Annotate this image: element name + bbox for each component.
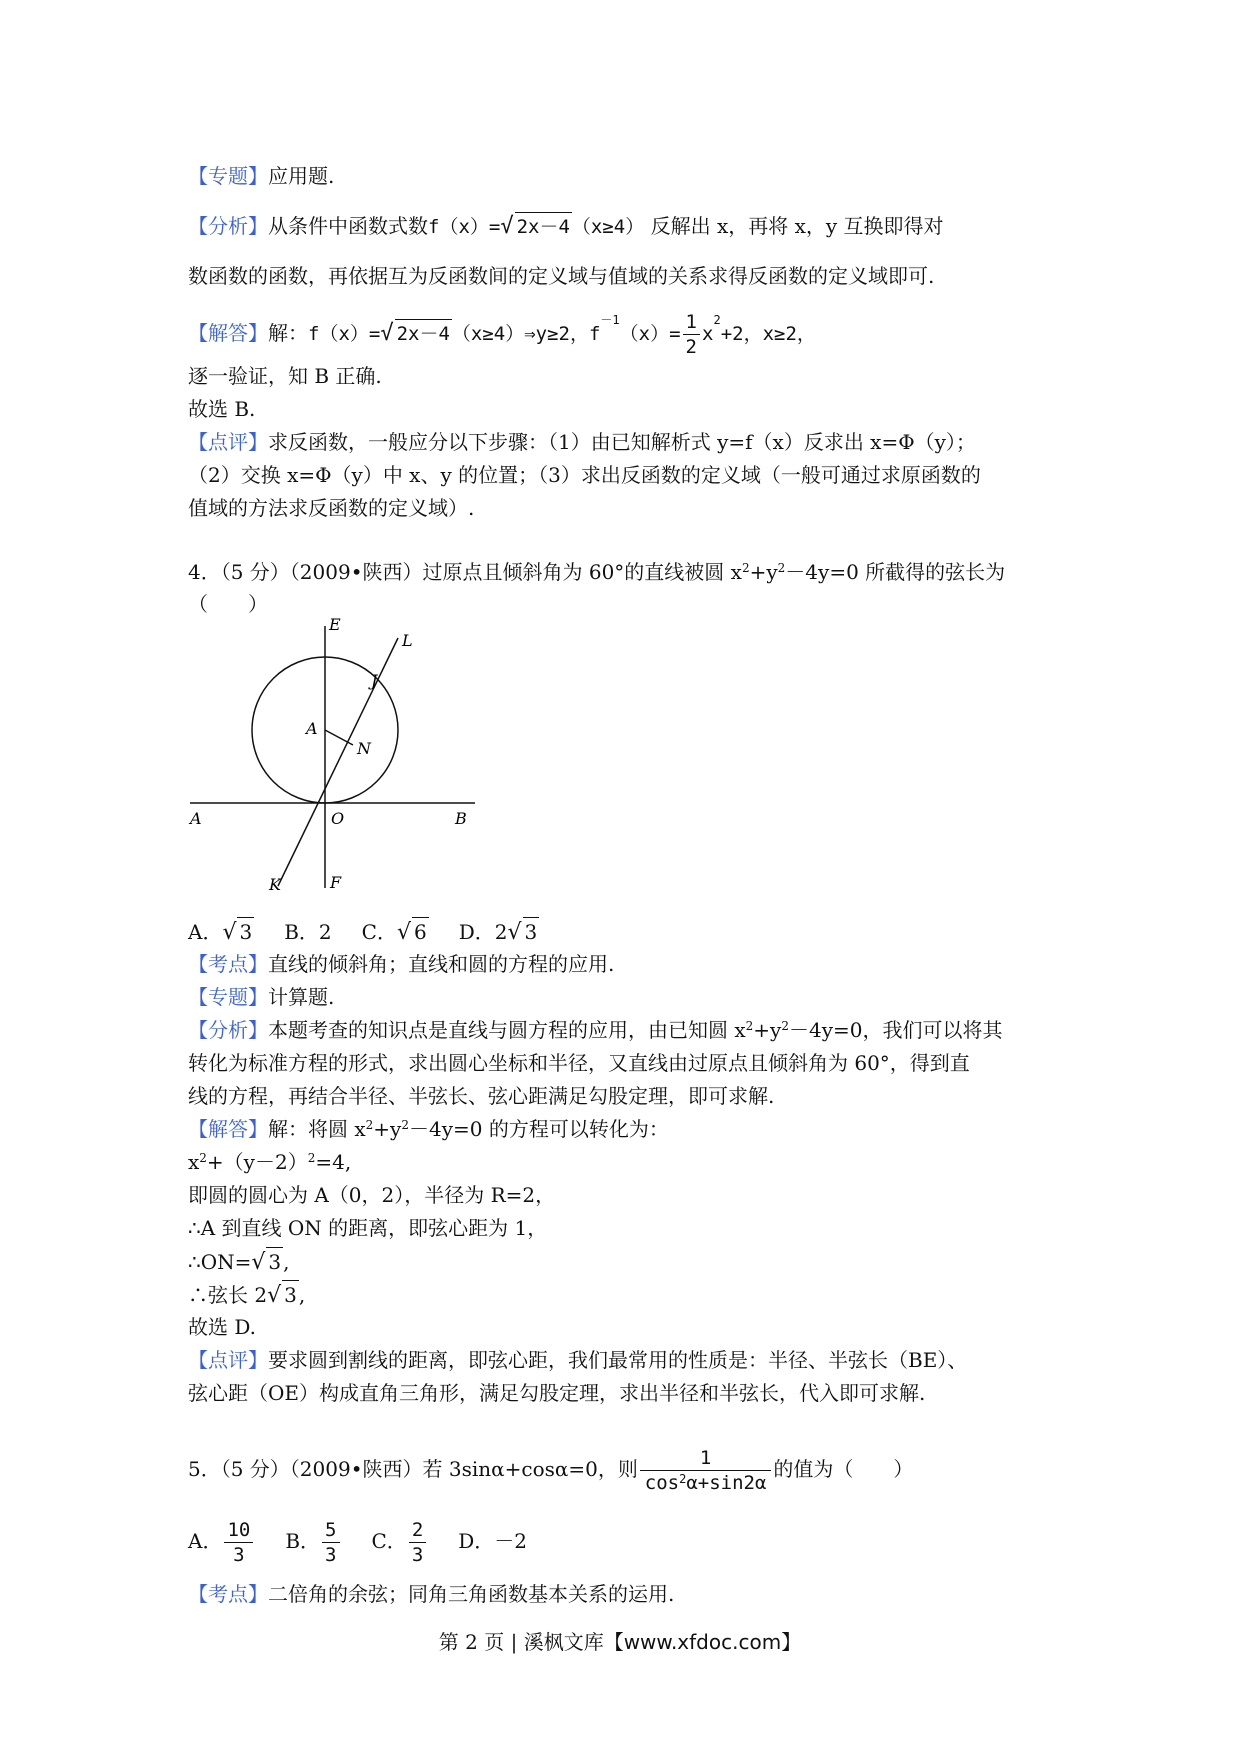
jieda-formula: f（x）=√ 2x－4 （x≥4）⇒y≥2，$f^{-1}(x)=$ $\frac{1}{2}$ $x^2+2$，x≥2，: [308, 311, 816, 358]
dianping-tag: 【点评】: [188, 430, 268, 454]
q4-options: [188, 917, 569, 947]
option-b: B． $\frac{5}{3}$: [285, 1529, 341, 1553]
fenxi-tag: 【分析】: [188, 214, 268, 238]
label-j: J: [371, 671, 378, 690]
fenxi-tag: 【分析】: [188, 1018, 268, 1042]
zhuanti-tag: 【专题】: [188, 164, 268, 188]
q4-jieda: 【解答】解：将圆 $x^2+y^2-4y=0$ 的方程可以转化为：: [188, 1117, 669, 1141]
q5-fraction: $\frac{1}{\cos^2\alpha+\sin 2\alpha}$: [640, 1446, 771, 1495]
option-a: A．√ 3: [188, 920, 254, 944]
jieda-tag: 【解答】: [188, 1117, 268, 1141]
label-k: K: [269, 875, 281, 894]
sqrt-symbol: √: [500, 214, 514, 239]
label-a-left: A: [190, 809, 202, 828]
circle-figure: [185, 618, 485, 898]
label-o: O: [331, 809, 345, 828]
q4-distance: ∴A 到直线 ON 的距离，即弦心距为 1，: [188, 1216, 548, 1240]
q4-zhuanti: 【专题】计算题.: [188, 985, 335, 1009]
q3-dianping-2: （2）交换 x=Φ（y）中 x、y 的位置；（3）求出反函数的定义域（一般可通过求原函数的: [188, 463, 981, 487]
fenxi-formula: f（x）=√ 2x－4 （x≥4）: [428, 214, 645, 239]
q4-equation: $x^2+(y-2)^2=4$,: [188, 1150, 352, 1174]
label-a-center: A: [306, 719, 318, 738]
segment-an: [325, 730, 353, 745]
q4-paren: （ ）: [188, 592, 268, 616]
q3-choose: 故选 B.: [188, 397, 256, 421]
q4-kaodian: 【考点】直线的倾斜角；直线和圆的方程的应用.: [188, 952, 615, 976]
option-c: C． $\frac{2}{3}$: [372, 1529, 429, 1553]
option-b: B．2: [284, 920, 332, 944]
label-n: N: [357, 739, 371, 758]
q3-zhuanti: [188, 162, 334, 190]
q4-fenxi: 【分析】本题考查的知识点是直线与圆方程的应用，由已知圆 $x^2+y^2-4y=0$，我们可以将其: [188, 1018, 1003, 1042]
label-b: B: [455, 809, 467, 828]
label-e: E: [329, 618, 341, 634]
q4-chord: ∴弦长 2√ 3 ,: [188, 1280, 305, 1310]
option-a: A． $\frac{10}{3}$: [188, 1529, 255, 1553]
q4-dianping-2: 弦心距（OE）构成直角三角形，满足勾股定理，求出半径和半弦长，代入即可求解.: [188, 1381, 926, 1405]
line-kl: [278, 638, 398, 886]
q3-fenxi: [188, 212, 944, 241]
label-f: F: [330, 873, 342, 892]
fenxi-text-2: 反解出 x，再将 x，y 互换即得对: [650, 214, 944, 238]
kaodian-tag: 【考点】: [188, 952, 268, 976]
jieda-tag: 【解答】: [188, 321, 268, 345]
q3-dianping: 【点评】求反函数，一般应分以下步骤：（1）由已知解析式 y=f（x）反求出 x=Φ（y）；: [188, 430, 976, 454]
q3-verify: 逐一验证，知 B 正确.: [188, 364, 382, 388]
sqrt-symbol: √: [380, 321, 394, 346]
fenxi-text: 从条件中函数式数: [268, 214, 428, 238]
radicand: 2x－4: [515, 212, 572, 241]
zhuanti-tag: 【专题】: [188, 985, 268, 1009]
q5-kaodian: 【考点】二倍角的余弦；同角三角函数基本关系的运用.: [188, 1582, 675, 1606]
q4-fenxi-3: 线的方程，再结合半径、半弦长、弦心距满足勾股定理，即可求解.: [188, 1084, 775, 1108]
q5-stem: 5．（5 分）（2009•陕西）若 3sinα+cosα=0，则 $\frac{1}{\cos^2\alpha+\sin 2\alpha}$ 的值为（ ）: [188, 1447, 914, 1494]
fraction: $\frac{1}{2}$: [683, 310, 700, 359]
q4-stem: 4．（5 分）（2009•陕西）过原点且倾斜角为 60°的直线被圆 $x^2+y^2-4y=0$ 所截得的弦长为: [188, 560, 1006, 584]
label-l: L: [402, 631, 413, 650]
q4-center: 即圆的圆心为 A（0，2），半径为 R=2，: [188, 1183, 556, 1207]
q3-jieda: 【解答】解：f（x）=√ 2x－4 （x≥4）⇒y≥2，$f^{-1}(x)=$ $\frac{1}{2}$ $x^2+2$，x≥2，: [188, 311, 816, 358]
option-c: C．√ 6: [362, 920, 429, 944]
q3-fenxi-line2: 数函数的函数，再依据互为反函数间的定义域与值域的关系求得反函数的定义域即可.: [188, 264, 935, 288]
q3-dianping-3: 值域的方法求反函数的定义域）.: [188, 496, 475, 520]
q4-fenxi-2: 转化为标准方程的形式，求出圆心坐标和半径，又直线由过原点且倾斜角为 60°，得到直: [188, 1051, 970, 1075]
option-d: D．－2: [458, 1529, 528, 1553]
q5-options: [188, 1518, 557, 1567]
q4-on: ∴ON=√ 3 ,: [188, 1247, 290, 1277]
q4-choose: 故选 D.: [188, 1315, 257, 1339]
dianping-tag: 【点评】: [188, 1348, 268, 1372]
q4-dianping: 【点评】要求圆到割线的距离，即弦心距，我们最常用的性质是：半径、半弦长（BE）、: [188, 1348, 968, 1372]
zhuanti-text: 应用题.: [268, 164, 335, 188]
option-d: D．2√ 3: [459, 920, 540, 944]
kaodian-tag: 【考点】: [188, 1582, 268, 1606]
page-footer: 第 2 页 | 溪枫文库【www.xfdoc.com】: [438, 1630, 802, 1654]
site-link[interactable]: www.xfdoc.com: [623, 1630, 782, 1654]
